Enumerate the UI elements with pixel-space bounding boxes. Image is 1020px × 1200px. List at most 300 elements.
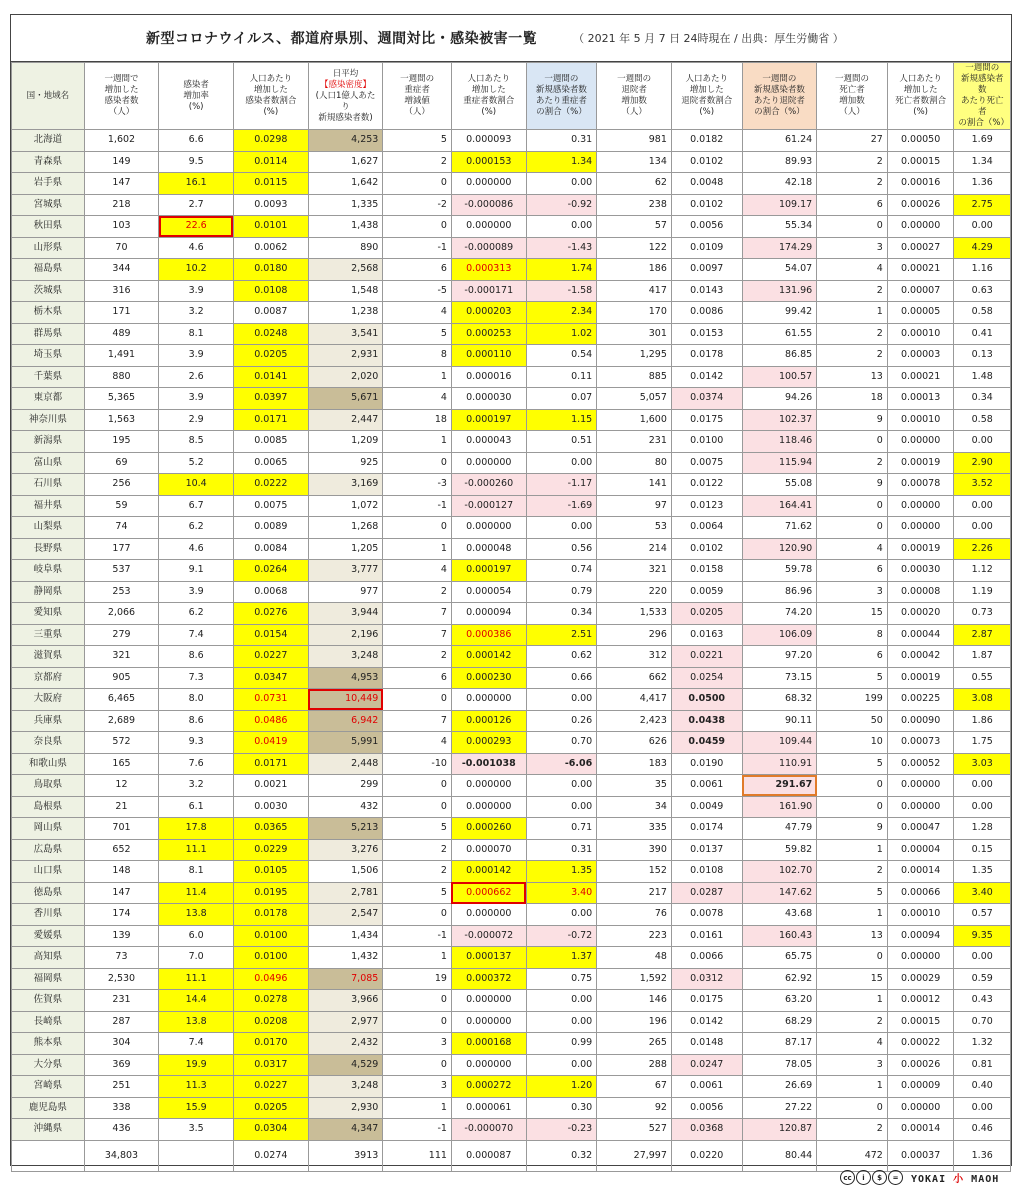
cell-c3: 0.0227 [233, 1076, 308, 1098]
cell-c5: 3 [383, 1033, 452, 1055]
cell-c10: 291.67 [742, 775, 817, 797]
cell-c10: 120.90 [742, 538, 817, 560]
table-row [12, 216, 1011, 238]
cell-c12: 0.00000 [887, 947, 954, 969]
cell-c12: 0.00009 [887, 1076, 954, 1098]
column-header-line: 人口あたり [685, 74, 728, 84]
cell-c6: 0.000000 [451, 796, 526, 818]
cell-c11: 15 [817, 603, 888, 625]
prefecture-name: 宮崎県 [12, 1076, 85, 1098]
prefecture-name: 岐阜県 [12, 560, 85, 582]
table-row [12, 624, 1011, 646]
cell-c7: -1.69 [526, 495, 597, 517]
table-row [12, 474, 1011, 496]
cc-license-icon [840, 1170, 903, 1185]
cell-c9: 0.0059 [671, 581, 742, 603]
cell-c2: 3.5 [159, 1119, 234, 1141]
cell-c6: 0.000386 [451, 624, 526, 646]
cell-c7: 1.02 [526, 323, 597, 345]
prefecture-name: 栃木県 [12, 302, 85, 324]
cell-c13: 2.75 [954, 194, 1011, 216]
cell-c1: 195 [84, 431, 159, 453]
prefecture-name: 鳥取県 [12, 775, 85, 797]
cell-c7: 0.54 [526, 345, 597, 367]
cell-c3: 0.0105 [233, 861, 308, 883]
prefecture-name: 大阪府 [12, 689, 85, 711]
cell-c1: 489 [84, 323, 159, 345]
column-header-line: 増加した [689, 85, 724, 95]
cell-c3: 0.0195 [233, 882, 308, 904]
cell-c9: 0.0178 [671, 345, 742, 367]
table-row [12, 667, 1011, 689]
cell-c12: 0.00020 [887, 603, 954, 625]
table-row [12, 1076, 1011, 1098]
cell-c13: 0.43 [954, 990, 1011, 1012]
cell-c1: 256 [84, 474, 159, 496]
column-header-c5 [383, 63, 452, 130]
cell-c4: 1,432 [308, 947, 383, 969]
prefecture-name: 和歌山県 [12, 753, 85, 775]
cell-c2: 9.1 [159, 560, 234, 582]
cell-c4: 2,781 [308, 882, 383, 904]
cell-c1: 436 [84, 1119, 159, 1141]
cell-c7: 0.51 [526, 431, 597, 453]
column-header-line: 新規感染者数 [960, 74, 1004, 95]
cell-c7: 0.00 [526, 1054, 597, 1076]
title-bar [11, 15, 1011, 62]
cell-c8: 238 [597, 194, 672, 216]
cell-c2: 11.3 [159, 1076, 234, 1098]
cell-c13: 9.35 [954, 925, 1011, 947]
table-row [12, 689, 1011, 711]
cell-c8: 417 [597, 280, 672, 302]
cell-c13: 1.48 [954, 366, 1011, 388]
cell-c9: 0.0247 [671, 1054, 742, 1076]
cell-c2: 3.2 [159, 775, 234, 797]
cell-c3: 0.0100 [233, 947, 308, 969]
cell-c6: 0.000054 [451, 581, 526, 603]
total-c9: 0.0220 [671, 1140, 742, 1171]
cell-c2: 3.9 [159, 581, 234, 603]
cell-c11: 4 [817, 1033, 888, 1055]
cell-c11: 1 [817, 839, 888, 861]
cell-c4: 1,238 [308, 302, 383, 324]
cell-c7: 0.30 [526, 1097, 597, 1119]
table-row [12, 323, 1011, 345]
cell-c3: 0.0101 [233, 216, 308, 238]
cell-c1: 103 [84, 216, 159, 238]
cell-c13: 1.16 [954, 259, 1011, 281]
cell-c3: 0.0304 [233, 1119, 308, 1141]
cell-c2: 6.1 [159, 796, 234, 818]
column-header-c2 [159, 63, 234, 130]
cell-c8: 220 [597, 581, 672, 603]
cell-c4: 3,966 [308, 990, 383, 1012]
cell-c10: 54.07 [742, 259, 817, 281]
cell-c4: 1,642 [308, 173, 383, 195]
cell-c6: -0.000072 [451, 925, 526, 947]
column-header-line: （人） [839, 107, 865, 117]
column-header-line: (%) [481, 107, 497, 117]
cell-c10: 100.57 [742, 366, 817, 388]
table-row [12, 452, 1011, 474]
cell-c2: 6.2 [159, 517, 234, 539]
prefecture-name: 福島県 [12, 259, 85, 281]
prefecture-name: 群馬県 [12, 323, 85, 345]
cell-c6: 0.000197 [451, 409, 526, 431]
cell-c7: 0.00 [526, 1011, 597, 1033]
cell-c4: 5,213 [308, 818, 383, 840]
cell-c6: 0.000000 [451, 1054, 526, 1076]
cell-c6: -0.000127 [451, 495, 526, 517]
cell-c11: 5 [817, 753, 888, 775]
cell-c2: 7.0 [159, 947, 234, 969]
cell-c11: 2 [817, 345, 888, 367]
total-c13: 1.36 [954, 1140, 1011, 1171]
cell-c1: 165 [84, 753, 159, 775]
cell-c6: 0.000000 [451, 990, 526, 1012]
column-header-line: 増加した [903, 85, 938, 95]
prefecture-name: 山形県 [12, 237, 85, 259]
cell-c3: 0.0068 [233, 581, 308, 603]
cell-c5: 7 [383, 710, 452, 732]
cell-c10: 73.15 [742, 667, 817, 689]
cell-c4: 2,930 [308, 1097, 383, 1119]
cell-c4: 977 [308, 581, 383, 603]
table-row [12, 753, 1011, 775]
cell-c13: 1.75 [954, 732, 1011, 754]
cell-c9: 0.0102 [671, 194, 742, 216]
cell-c8: 48 [597, 947, 672, 969]
cell-c10: 68.32 [742, 689, 817, 711]
total-name [12, 1140, 85, 1171]
cell-c10: 109.17 [742, 194, 817, 216]
prefecture-name: 岩手県 [12, 173, 85, 195]
cell-c11: 6 [817, 194, 888, 216]
cell-c12: 0.00014 [887, 1119, 954, 1141]
cell-c5: 1 [383, 1097, 452, 1119]
cell-c10: 62.92 [742, 968, 817, 990]
cell-c13: 0.00 [954, 431, 1011, 453]
cell-c13: 1.34 [954, 151, 1011, 173]
cell-c9: 0.0137 [671, 839, 742, 861]
cell-c3: 0.0084 [233, 538, 308, 560]
cell-c10: 161.90 [742, 796, 817, 818]
cell-c10: 78.05 [742, 1054, 817, 1076]
cell-c12: 0.00000 [887, 495, 954, 517]
cell-c10: 59.78 [742, 560, 817, 582]
total-c2 [159, 1140, 234, 1171]
cell-c12: 0.00000 [887, 1097, 954, 1119]
cell-c12: 0.00007 [887, 280, 954, 302]
cell-c11: 2 [817, 151, 888, 173]
cell-c2: 8.1 [159, 323, 234, 345]
table-row [12, 560, 1011, 582]
cell-c10: 47.79 [742, 818, 817, 840]
column-header-line: 増加数 [621, 96, 647, 106]
column-header-line: (%) [263, 107, 279, 117]
cell-c2: 11.1 [159, 839, 234, 861]
table-row [12, 990, 1011, 1012]
cell-c2: 11.1 [159, 968, 234, 990]
cell-c4: 2,448 [308, 753, 383, 775]
cell-c12: 0.00010 [887, 323, 954, 345]
cell-c11: 0 [817, 495, 888, 517]
cell-c2: 4.6 [159, 538, 234, 560]
cell-c2: 8.0 [159, 689, 234, 711]
prefecture-name: 長崎県 [12, 1011, 85, 1033]
cell-c5: 0 [383, 517, 452, 539]
cell-c11: 0 [817, 216, 888, 238]
cell-c5: -3 [383, 474, 452, 496]
cell-c3: 0.0222 [233, 474, 308, 496]
column-header-line: 日平均 [332, 68, 359, 79]
cell-c9: 0.0312 [671, 968, 742, 990]
cell-c10: 109.44 [742, 732, 817, 754]
cell-c3: 0.0486 [233, 710, 308, 732]
cell-c5: 6 [383, 667, 452, 689]
total-c11: 472 [817, 1140, 888, 1171]
cell-c8: 183 [597, 753, 672, 775]
cell-c1: 304 [84, 1033, 159, 1055]
column-header-line: （人） [404, 107, 430, 117]
cell-c2: 8.6 [159, 710, 234, 732]
cell-c6: -0.001038 [451, 753, 526, 775]
cell-c11: 1 [817, 302, 888, 324]
cell-c13: 3.52 [954, 474, 1011, 496]
cell-c7: 0.11 [526, 366, 597, 388]
prefecture-name: 富山県 [12, 452, 85, 474]
cell-c9: 0.0143 [671, 280, 742, 302]
cell-c8: 92 [597, 1097, 672, 1119]
cell-c5: 5 [383, 323, 452, 345]
cell-c8: 265 [597, 1033, 672, 1055]
cell-c12: 0.00042 [887, 646, 954, 668]
cell-c7: 0.74 [526, 560, 597, 582]
cell-c5: 4 [383, 560, 452, 582]
cell-c1: 139 [84, 925, 159, 947]
cell-c8: 217 [597, 882, 672, 904]
cell-c5: -10 [383, 753, 452, 775]
table-row [12, 796, 1011, 818]
cell-c13: 2.90 [954, 452, 1011, 474]
cell-c3: 0.0205 [233, 1097, 308, 1119]
cell-c13: 0.41 [954, 323, 1011, 345]
cell-c13: 0.00 [954, 796, 1011, 818]
cell-c11: 9 [817, 818, 888, 840]
prefecture-name: 徳島県 [12, 882, 85, 904]
cell-c2: 3.9 [159, 345, 234, 367]
cell-c4: 3,169 [308, 474, 383, 496]
cell-c11: 0 [817, 775, 888, 797]
cell-c11: 1 [817, 990, 888, 1012]
cell-c4: 7,085 [308, 968, 383, 990]
cell-c4: 1,205 [308, 538, 383, 560]
cell-c4: 2,447 [308, 409, 383, 431]
cell-c6: 0.000030 [451, 388, 526, 410]
cell-c13: 1.12 [954, 560, 1011, 582]
cell-c5: 4 [383, 388, 452, 410]
cell-c1: 287 [84, 1011, 159, 1033]
cell-c8: 146 [597, 990, 672, 1012]
cell-c8: 170 [597, 302, 672, 324]
cell-c6: 0.000110 [451, 345, 526, 367]
cell-c8: 80 [597, 452, 672, 474]
total-c7: 0.32 [526, 1140, 597, 1171]
column-header-line: 感染者 [183, 79, 209, 90]
cell-c10: 94.26 [742, 388, 817, 410]
cell-c8: 5,057 [597, 388, 672, 410]
cell-c3: 0.0298 [233, 130, 308, 152]
cell-c4: 3,248 [308, 1076, 383, 1098]
cell-c2: 15.9 [159, 1097, 234, 1119]
cell-c5: 0 [383, 689, 452, 711]
cell-c10: 27.22 [742, 1097, 817, 1119]
cell-c4: 2,432 [308, 1033, 383, 1055]
cell-c2: 6.2 [159, 603, 234, 625]
cell-c6: 0.000048 [451, 538, 526, 560]
column-header-line: (%) [699, 107, 715, 117]
totals-row [12, 1140, 1011, 1171]
cell-c6: -0.000171 [451, 280, 526, 302]
cell-c11: 6 [817, 646, 888, 668]
cell-c3: 0.0264 [233, 560, 308, 582]
cell-c2: 13.8 [159, 904, 234, 926]
prefecture-name: 熊本県 [12, 1033, 85, 1055]
cell-c9: 0.0064 [671, 517, 742, 539]
cell-c10: 43.68 [742, 904, 817, 926]
cell-c3: 0.0089 [233, 517, 308, 539]
table-row [12, 603, 1011, 625]
cell-c2: 9.5 [159, 151, 234, 173]
cell-c7: 0.75 [526, 968, 597, 990]
cell-c6: 0.000061 [451, 1097, 526, 1119]
cell-c12: 0.00044 [887, 624, 954, 646]
cell-c8: 312 [597, 646, 672, 668]
cell-c12: 0.00021 [887, 259, 954, 281]
cell-c13: 0.70 [954, 1011, 1011, 1033]
cell-c4: 4,253 [308, 130, 383, 152]
cell-c3: 0.0062 [233, 237, 308, 259]
cell-c1: 2,689 [84, 710, 159, 732]
column-header-line: 国・地域名 [26, 90, 70, 101]
cell-c12: 0.00005 [887, 302, 954, 324]
cell-c10: 131.96 [742, 280, 817, 302]
cell-c6: 0.000272 [451, 1076, 526, 1098]
cell-c3: 0.0227 [233, 646, 308, 668]
cell-c8: 97 [597, 495, 672, 517]
cell-c10: 74.20 [742, 603, 817, 625]
cell-c1: 251 [84, 1076, 159, 1098]
cell-c13: 0.00 [954, 495, 1011, 517]
cell-c10: 65.75 [742, 947, 817, 969]
header-row [12, 63, 1011, 130]
logo-text-b: 小 [953, 1174, 965, 1185]
cell-c10: 110.91 [742, 753, 817, 775]
cell-c4: 1,434 [308, 925, 383, 947]
cell-c9: 0.0048 [671, 173, 742, 195]
cell-c9: 0.0158 [671, 560, 742, 582]
prefecture-name: 茨城県 [12, 280, 85, 302]
cell-c7: -1.58 [526, 280, 597, 302]
cell-c11: 3 [817, 237, 888, 259]
prefecture-name: 東京都 [12, 388, 85, 410]
cell-c3: 0.0085 [233, 431, 308, 453]
cell-c6: 0.000153 [451, 151, 526, 173]
cell-c8: 196 [597, 1011, 672, 1033]
cell-c10: 63.20 [742, 990, 817, 1012]
prefecture-name: 広島県 [12, 839, 85, 861]
column-header-c10 [742, 63, 817, 130]
cell-c3: 0.0347 [233, 667, 308, 689]
cell-c9: 0.0175 [671, 409, 742, 431]
cell-c4: 2,020 [308, 366, 383, 388]
cell-c5: 5 [383, 818, 452, 840]
cell-c11: 2 [817, 280, 888, 302]
cell-c11: 2 [817, 173, 888, 195]
column-header-line: の割合（%） [536, 107, 587, 117]
cell-c3: 0.0248 [233, 323, 308, 345]
cell-c9: 0.0438 [671, 710, 742, 732]
cell-c9: 0.0049 [671, 796, 742, 818]
cell-c8: 53 [597, 517, 672, 539]
cell-c7: 0.34 [526, 603, 597, 625]
cell-c5: 2 [383, 839, 452, 861]
cell-c4: 5,671 [308, 388, 383, 410]
cell-c1: 701 [84, 818, 159, 840]
cell-c7: 0.26 [526, 710, 597, 732]
cell-c13: 1.28 [954, 818, 1011, 840]
cell-c1: 1,491 [84, 345, 159, 367]
column-header-line: 増加した [104, 85, 139, 95]
cell-c10: 118.46 [742, 431, 817, 453]
total-c3: 0.0274 [233, 1140, 308, 1171]
cell-c5: 1 [383, 431, 452, 453]
cell-c5: -1 [383, 237, 452, 259]
cell-c1: 905 [84, 667, 159, 689]
cell-c7: 0.07 [526, 388, 597, 410]
column-header-line: 新規感染者数 [753, 85, 805, 95]
cell-c4: 2,931 [308, 345, 383, 367]
cell-c2: 19.9 [159, 1054, 234, 1076]
cell-c2: 7.4 [159, 624, 234, 646]
footer [840, 1170, 999, 1185]
cell-c8: 390 [597, 839, 672, 861]
cell-c4: 3,248 [308, 646, 383, 668]
cell-c1: 1,563 [84, 409, 159, 431]
prefecture-name: 石川県 [12, 474, 85, 496]
cell-c8: 981 [597, 130, 672, 152]
cell-c1: 316 [84, 280, 159, 302]
cell-c3: 0.0170 [233, 1033, 308, 1055]
cell-c7: 0.00 [526, 990, 597, 1012]
column-header-line: の割合（%） [754, 107, 805, 117]
cell-c6: 0.000313 [451, 259, 526, 281]
cell-c6: 0.000000 [451, 173, 526, 195]
column-header-c9 [671, 63, 742, 130]
cell-c6: -0.000086 [451, 194, 526, 216]
cell-c7: 0.56 [526, 538, 597, 560]
prefecture-name: 滋賀県 [12, 646, 85, 668]
cell-c8: 626 [597, 732, 672, 754]
cell-c2: 7.6 [159, 753, 234, 775]
prefecture-name: 山梨県 [12, 517, 85, 539]
cell-c5: 0 [383, 990, 452, 1012]
cell-c2: 2.9 [159, 409, 234, 431]
cell-c13: 1.36 [954, 173, 1011, 195]
cell-c7: 0.66 [526, 667, 597, 689]
table-row [12, 194, 1011, 216]
